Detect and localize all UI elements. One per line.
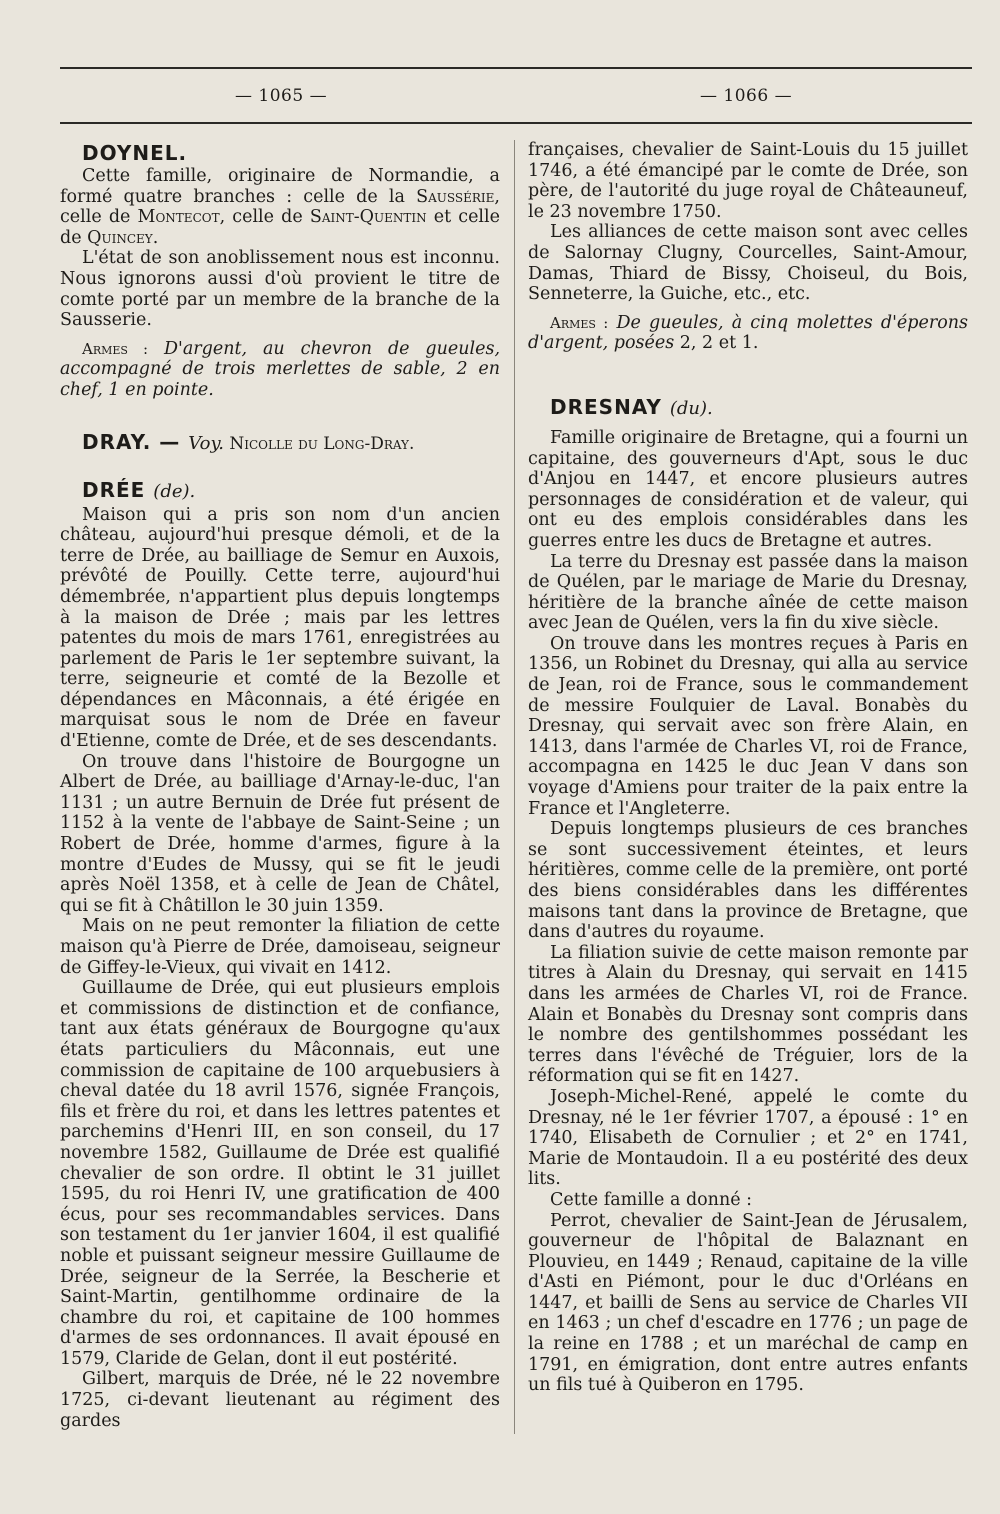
- column-divider: [514, 140, 515, 1434]
- dree-paragraph-4: Guillaume de Drée, qui eut plusieurs emplois et commissions de distinction et de confiance, tant aux états généraux de Bourgogne qu'aux états particuliers du Mâconnais, eut une commission de capitaine de 100 arquebusiers à cheval datée du 18 avril 1576, signée François, fils et frère du roi, et dans les lettres patentes et parchemins d'Henri III, en son conseil, du 17 novembre 1582, Guillaume de Drée est qualifié chevalier de son ordre. Il obtint le 31 juillet 1595, du roi Henri IV, une gratification de 400 écus, pour ses recommandables services. Dans son testament du 1er janvier 1604, il est qualifié noble et puissant seigneur messire Guillaume de Drée, seigneur de la Serrée, la Bescherie et Saint-Martin, gentilhomme ordinaire de la chambre du roi, et capitaine de 100 hommes d'armes de ses ordonnances. Il avait épousé en 1579, Claride de Gelan, dont il eut postérité.: [60, 978, 500, 1369]
- dree-paragraph-6: Les alliances de cette maison sont avec celles de Salornay Clugny, Courcelles, Saint-Amour, Damas, Thiard de Bissy, Choiseul, du Bois, Senneterre, la Guiche, etc., etc.: [528, 222, 968, 305]
- dresnay-paragraph-2: La terre du Dresnay est passée dans la maison de Quélen, par le mariage de Marie du Dresnay, héritière de la branche aînée de cette maison avec Jean de Quélen, vers la fin du xive siècle.: [528, 551, 968, 634]
- dresnay-paragraph-3: On trouve dans les montres reçues à Paris en 1356, un Robinet du Dresnay, qui alla au service de Jean, roi de France, sous le commandement de messire Foulquier de Laval. Bonabès du Dresnay, qui servait avec son frère Alain, en 1413, dans l'armée de Charles VI, roi de France, accompagna en 1425 le duc Jean V dans son voyage d'Amiens pour traiter de la paix entre la France et l'Angleterre.: [528, 633, 968, 819]
- dree-paragraph-5: Gilbert, marquis de Drée, né le 22 novembre 1725, ci-devant lieutenant au régiment des gardes: [60, 1369, 500, 1431]
- dresnay-paragraph-6: Joseph-Michel-René, appelé le comte du Dresnay, né le 1er février 1707, a épousé : 1° en 1740, Elisabeth de Cornulier ; et 2° en 1741, Marie de Montaudoin. Il a eu postérité des deux lits.: [528, 1086, 968, 1190]
- doynel-paragraph-2: L'état de son anoblissement nous est inconnu. Nous ignorons aussi d'où provient le titre de comte porté par un membre de la branche de la Sausserie.: [60, 248, 500, 331]
- top-rule: [60, 67, 972, 69]
- dresnay-paragraph-8: Perrot, chevalier de Saint-Jean de Jérusalem, gouverneur de l'hôpital de Balaznant en Plouvieu, en 1449 ; Renaud, capitaine de la ville d'Asti en Piémont, pour le duc d'Orléans en 1447, et bailli de Sens au service de Charles VII en 1463 ; un chef d'escadre en 1776 ; un page de la reine en 1788 ; et un maréchal de camp en 1791, en émigration, dont entre autres enfants un fils tué à Quiberon en 1795.: [528, 1210, 968, 1396]
- dresnay-paragraph-5: La filiation suivie de cette maison remonte par titres à Alain du Dresnay, qui servait en 1415 dans les armées de Charles VI, roi de France. Alain et Bonabès du Dresnay sont compris dans le nombre des gentilshommes possédant les terres dans l'évêché de Tréguier, lors de la réformation qui se fit en 1427.: [528, 942, 968, 1087]
- header-rule: [60, 122, 972, 124]
- doynel-arms: Armes : D'argent, au chevron de gueules, accompagné de trois merlettes de sable, 2 en chef, 1 en pointe.: [60, 338, 501, 400]
- dree-paragraph-3: Mais on ne peut remonter la filiation de cette maison qu'à Pierre de Drée, damoiseau, seigneur de Giffey-le-Vieux, qui vivait en 1412.: [60, 916, 500, 978]
- dree-arms: Armes : De gueules, à cinq molettes d'éperons d'argent, posées 2, 2 et 1.: [528, 312, 968, 354]
- dree-paragraph-1: Maison qui a pris son nom d'un ancien château, aujourd'hui presque démoli, et de la terre de Drée, au bailliage de Semur en Auxois, prévôté de Pouilly. Cette terre, aujourd'hui démembrée, n'appartient plus depuis longtemps à la maison de Drée ; mais par les lettres patentes du mois de mars 1761, enregistrées au parlement de Paris le 1er septembre suivant, la terre, seigneurie et comté de la Bezolle et dépendances en Mâconnais, a été érigée en marquisat sous le nom de Drée en faveur d'Etienne, comte de Drée, et de ses descendants.: [60, 504, 500, 752]
- dresnay-paragraph-7: Cette famille a donné :: [550, 1189, 753, 1210]
- entry-title-doynel: DOYNEL.: [82, 141, 188, 165]
- left-column: [60, 140, 500, 1431]
- entry-title-dree: DRÉE (de).: [82, 477, 196, 502]
- dresnay-paragraph-4: Depuis longtemps plusieurs de ces branches se sont successivement éteintes, et leurs héritières, comme celle de la première, ont porté des biens considérables dans les différentes maisons tant dans la province de Bretagne, que dans d'autres du royaume.: [528, 819, 968, 943]
- dree-continuation: françaises, chevalier de Saint-Louis du 15 juillet 1746, a été émancipé par le comte de Drée, son père, de l'autorité du juge royal de Châteauneuf, le 23 novembre 1750.: [528, 140, 968, 222]
- right-column: [528, 140, 968, 1396]
- dresnay-paragraph-1: Famille originaire de Bretagne, qui a fourni un capitaine, des gouverneurs d'Apt, sous le duc d'Anjou en 1447, et encore plusieurs autres personnages de considération et de valeur, qui ont eu des emplois considérables dans les guerres entre les ducs de Bretagne et autres.: [528, 427, 968, 551]
- doynel-paragraph-1: Cette famille, originaire de Normandie, a formé quatre branches : celle de la Saussérie, celle de Montecot, celle de Saint-Quentin et celle de Quincey.: [60, 166, 500, 248]
- entry-title-dresnay: DRESNAY (du).: [550, 394, 713, 419]
- dree-paragraph-2: On trouve dans l'histoire de Bourgogne un Albert de Drée, au bailliage d'Arnay-le-duc, l'an 1131 ; un autre Bernuin de Drée fut présent de 1152 à la vente de l'abbaye de Saint-Seine ; un Robert de Drée, homme d'armes, figure à la montre d'Eudes de Mussy, qui se fit le jeudi après Noël 1358, et à celle de Jean de Châtel, qui se fit à Châtillon le 30 juin 1359.: [60, 751, 500, 916]
- page-number-left: — 1065 —: [235, 86, 328, 106]
- page-number-right: — 1066 —: [700, 86, 793, 106]
- entry-title-dray: DRAY. — Voy. Nicolle du Long-Dray.: [82, 429, 415, 454]
